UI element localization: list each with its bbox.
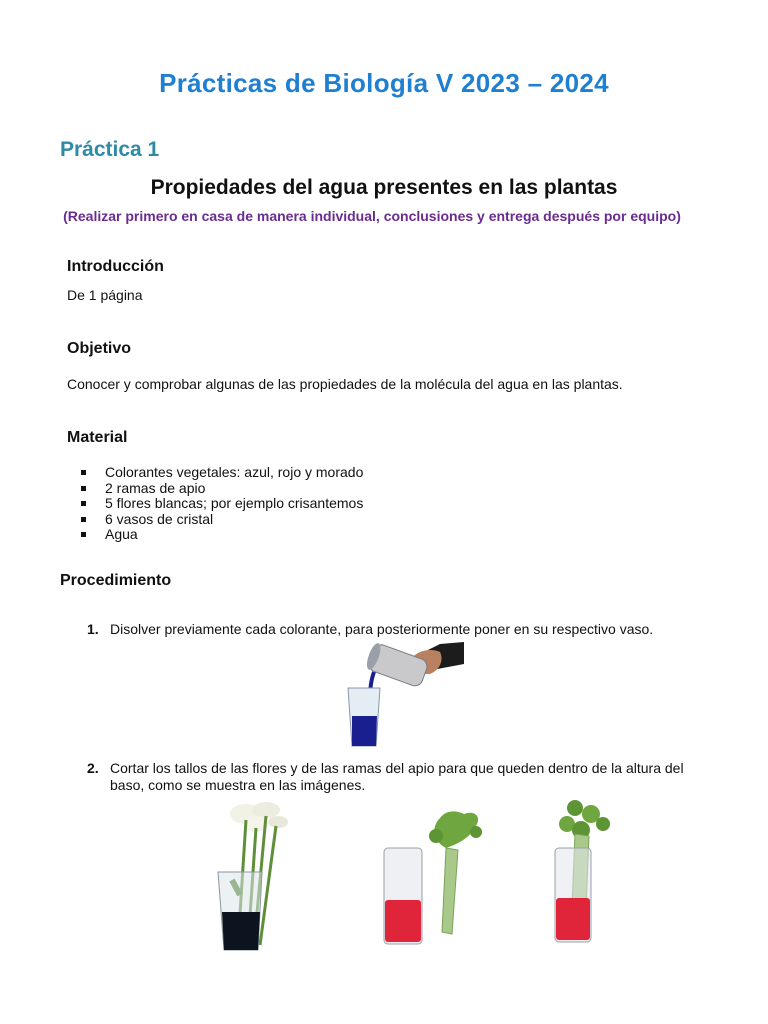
procedure-heading: Procedimiento [60, 572, 172, 589]
bullet-icon [81, 532, 86, 537]
objective-heading: Objetivo [67, 340, 132, 357]
document-title: Prácticas de Biología V 2023 – 2024 [159, 68, 609, 98]
list-item: 5 flores blancas; por ejemplo crisantemos [105, 496, 363, 512]
celery-leaves [559, 800, 610, 839]
introduction-heading: Introducción [67, 258, 164, 275]
material-list [105, 465, 363, 543]
objective-text: Conocer y comprobar algunas de las propiedades de la molécula del agua en las plantas. [67, 376, 623, 392]
celery-in-glass-illustration [545, 798, 625, 946]
bullet-icon [81, 501, 86, 506]
red-dye-fill [556, 898, 590, 940]
bullet-icon [81, 517, 86, 522]
bullet-icon [81, 486, 86, 491]
flowers-in-glass-illustration [208, 800, 298, 955]
practice-title: Propiedades del agua presentes en las plantas [150, 176, 618, 199]
red-dye-fill [385, 900, 421, 942]
flower-heads [230, 802, 288, 832]
step-number: 1. [87, 621, 99, 637]
step-text: Cortar los tallos de las flores y de las ramas del apio para que queden dentro de la altura del baso, como se muestra en las imágenes. [110, 760, 684, 793]
bullet-icon [81, 470, 86, 475]
list-item: 2 ramas de apio [105, 481, 363, 497]
introduction-text: De 1 página [67, 287, 143, 303]
step-text: Disolver previamente cada colorante, para posteriormente poner en su respectivo vaso. [110, 621, 654, 637]
practice-note: (Realizar primero en casa de manera individual, conclusiones y entrega después por equipo) [63, 208, 681, 224]
step-number: 2. [87, 760, 99, 776]
celery-beside-glass-illustration [378, 808, 490, 948]
list-item: Agua [105, 527, 363, 543]
list-item: 6 vasos de cristal [105, 512, 363, 528]
practice-label: Práctica 1 [60, 138, 160, 161]
dye-container [364, 642, 429, 688]
dark-dye-fill [222, 912, 260, 950]
pouring-dye-illustration [340, 638, 470, 750]
list-item: Colorantes vegetales: azul, rojo y morado [105, 465, 363, 481]
blue-dye-fill [352, 716, 377, 746]
celery-stalk [429, 811, 482, 934]
material-heading: Material [67, 429, 128, 446]
